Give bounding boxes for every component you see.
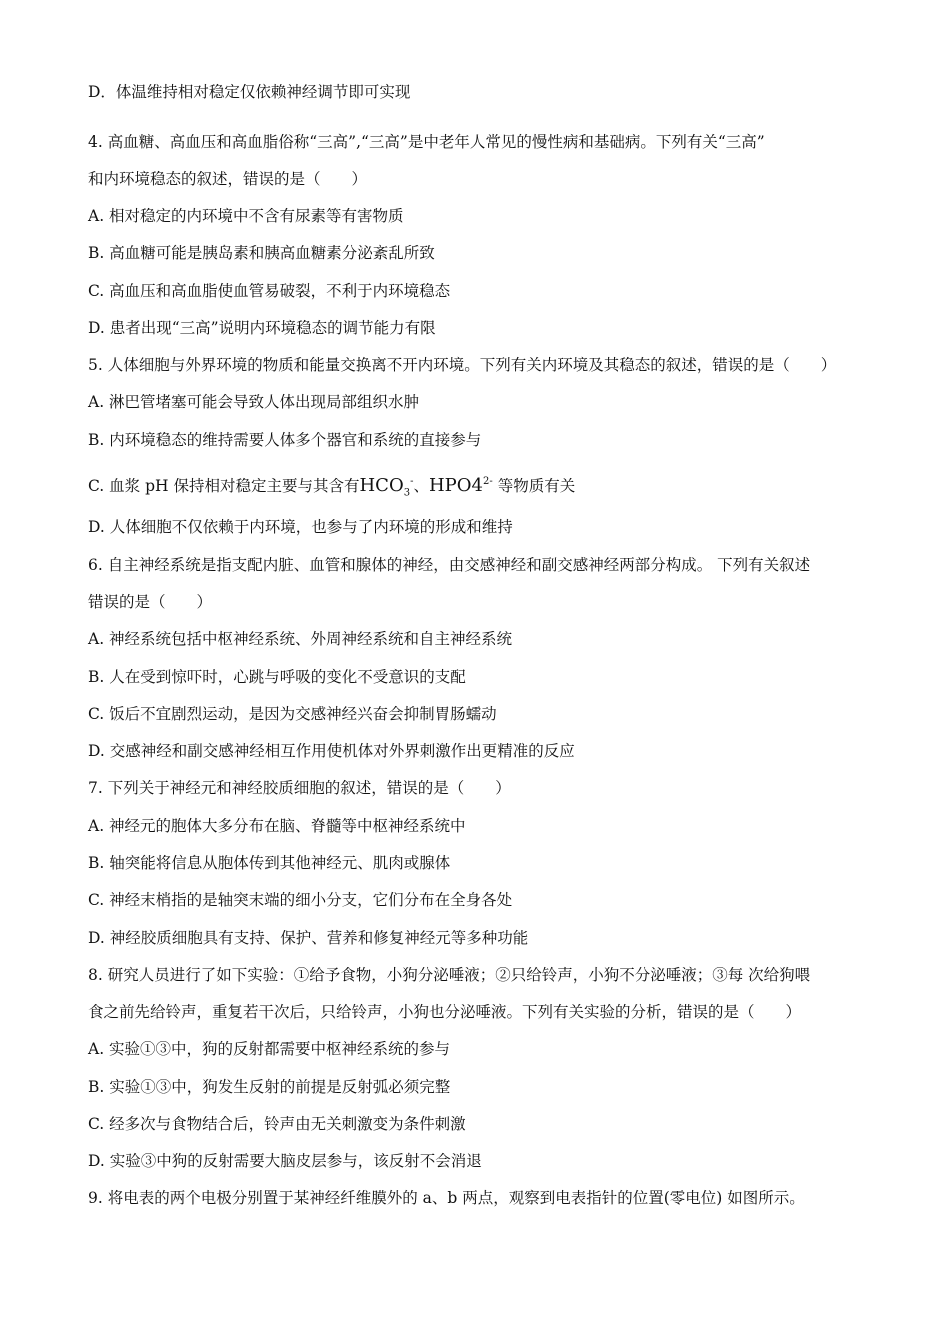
q4-option-b: B. 高血糖可能是胰岛素和胰高血糖素分泌紊乱所致 [88, 244, 435, 262]
q6-option-b: B. 人在受到惊吓时，心跳与呼吸的变化不受意识的支配 [88, 668, 466, 686]
q8-stem-line-1: 8. 研究人员进行了如下实验：①给予食物，小狗分泌唾液；②只给铃声，小狗不分泌唾液；③每 次给狗喂 [88, 966, 811, 984]
q6-option-c: C. 饭后不宜剧烈运动，是因为交感神经兴奋会抑制胃肠蠕动 [88, 705, 497, 723]
q8-option-a: A. 实验①③中，狗的反射都需要中枢神经系统的参与 [88, 1040, 451, 1058]
q6-stem-line-2: 错误的是（ ） [88, 593, 213, 611]
q3-option-d: D．体温维持相对稳定仅依赖神经调节即可实现 [88, 83, 411, 101]
hco3-formula: $HCO_3^-$ [359, 475, 414, 499]
q5-option-a: A. 淋巴管堵塞可能会导致人体出现局部组织水肿 [88, 393, 420, 411]
q8-option-d: D. 实验③中狗的反射需要大脑皮层参与，该反射不会消退 [88, 1152, 482, 1170]
q7-option-b: B. 轴突能将信息从胞体传到其他神经元、肌肉或腺体 [88, 854, 451, 872]
q7-option-d: D. 神经胶质细胞具有支持、保护、营养和修复神经元等多种功能 [88, 929, 529, 947]
q5-stem: 5. 人体细胞与外界环境的物质和能量交换离不开内环境。下列有关内环境及其稳态的叙述，错误的是（ ） [88, 356, 837, 374]
q8-stem-line-2: 食之前先给铃声，重复若干次后，只给铃声，小狗也分泌唾液。下列有关实验的分析，错误的是（ ） [88, 1003, 802, 1021]
q5-option-d: D. 人体细胞不仅依赖于内环境，也参与了内环境的形成和维持 [88, 518, 513, 536]
q8-option-c: C. 经多次与食物结合后，铃声由无关刺激变为条件刺激 [88, 1115, 466, 1133]
q4-option-a: A. 相对稳定的内环境中不含有尿素等有害物质 [88, 207, 404, 225]
q5-option-c-prefix: C. 血浆 pH 保持相对稳定主要与其含有 [88, 477, 360, 495]
q5-option-c-separator: 、 [413, 477, 429, 495]
q4-stem-line-2: 和内环境稳态的叙述，错误的是（ ） [88, 170, 368, 188]
q4-stem-line-1: 4. 高血糖、高血压和高血脂俗称“三高”,“三高”是中老年人常见的慢性病和基础病。下列有关“三高” [88, 133, 765, 151]
q6-option-d: D. 交感神经和副交感神经相互作用使机体对外界刺激作出更精准的反应 [88, 742, 575, 760]
q7-option-a: A. 神经元的胞体大多分布在脑、脊髓等中枢神经系统中 [88, 817, 466, 835]
q5-option-c [88, 472, 575, 504]
q5-option-b: B. 内环境稳态的维持需要人体多个器官和系统的直接参与 [88, 431, 482, 449]
q6-option-a: A. 神经系统包括中枢神经系统、外周神经系统和自主神经系统 [88, 630, 513, 648]
q4-option-d: D. 患者出现“三高”说明内环境稳态的调节能力有限 [88, 319, 436, 337]
q7-option-c: C. 神经末梢指的是轴突末端的细小分支，它们分布在全身各处 [88, 891, 513, 909]
q8-option-b: B. 实验①③中，狗发生反射的前提是反射弧必须完整 [88, 1078, 451, 1096]
hpo4-formula: $HPO4^{2-}$ [428, 475, 493, 496]
q6-stem-line-1: 6. 自主神经系统是指支配内脏、血管和腺体的神经，由交感神经和副交感神经两部分构成。 下列有关叙述 [88, 556, 811, 574]
q9-stem: 9. 将电表的两个电极分别置于某神经纤维膜外的 a、b 两点，观察到电表指针的位置(零电位) 如图所示。 [88, 1189, 805, 1207]
q7-stem: 7. 下列关于神经元和神经胶质细胞的叙述，错误的是（ ） [88, 779, 511, 797]
q5-option-c-suffix: 等物质有关 [492, 477, 576, 495]
q4-option-c: C. 高血压和高血脂使血管易破裂，不利于内环境稳态 [88, 282, 451, 300]
